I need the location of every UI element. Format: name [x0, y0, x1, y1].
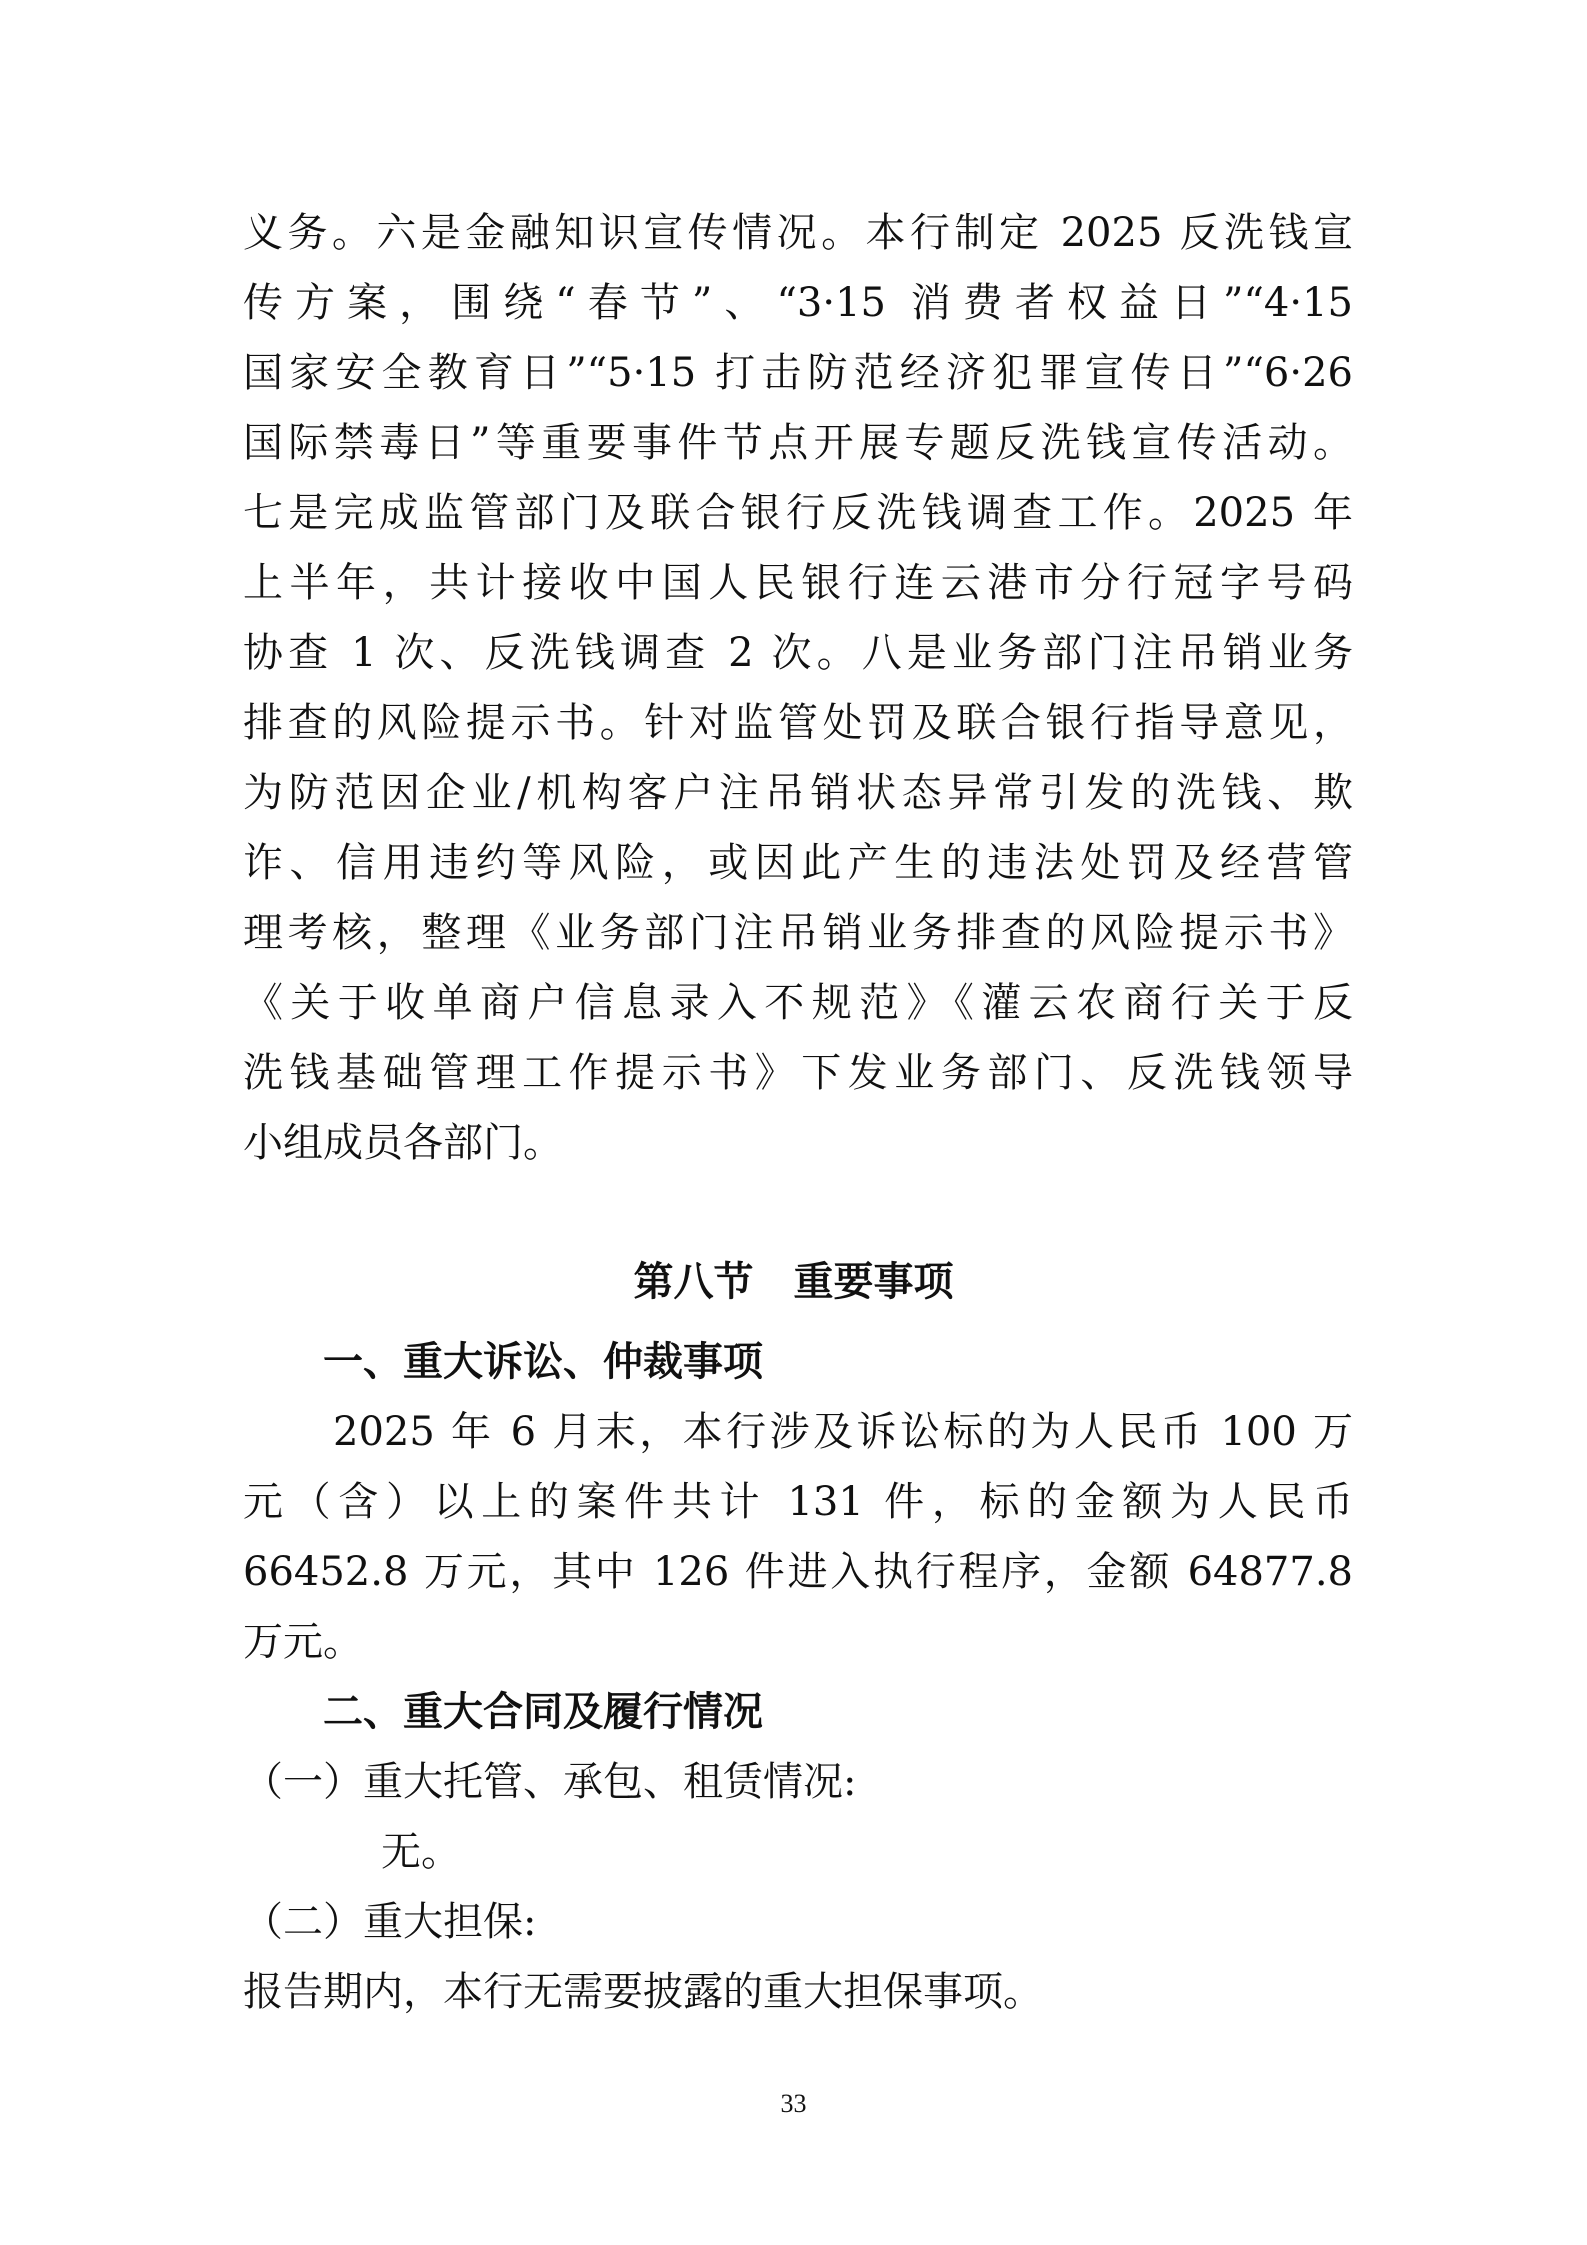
body-line: 上半年，共计接收中国人民银行连云港市分行冠字号码: [243, 560, 1353, 606]
body-line: 洗钱基础管理工作提示书》下发业务部门、反洗钱领导: [243, 1050, 1353, 1096]
body-line: 为防范因企业/机构客户注吊销状态异常引发的洗钱、欺: [243, 770, 1353, 816]
subsection-heading: 一、重大诉讼、仲裁事项: [323, 1338, 763, 1385]
body-line: 国际禁毒日”等重要事件节点开展专题反洗钱宣传活动。: [243, 420, 1353, 466]
item-value: 报告期内，本行无需要披露的重大担保事项。: [243, 1969, 1043, 2015]
body-line: 协查 1 次、反洗钱调查 2 次。八是业务部门注吊销业务: [243, 630, 1353, 676]
body-line: 万元。: [243, 1619, 363, 1665]
body-line: 66452.8 万元，其中 126 件进入执行程序，金额 64877.8: [243, 1549, 1353, 1595]
page-number: 33: [780, 2089, 807, 2118]
body-line: 义务。六是金融知识宣传情况。本行制定 2025 反洗钱宣: [243, 210, 1353, 256]
body-line: 排查的风险提示书。针对监管处罚及联合银行指导意见，: [243, 700, 1353, 746]
section-title: 第八节 重要事项: [633, 1258, 954, 1305]
item-label: （一）重大托管、承包、租赁情况:: [243, 1759, 857, 1805]
body-line: 传方案，围绕“春节”、“3·15 消费者权益日”“4·15: [243, 280, 1353, 326]
body-line: 2025 年 6 月末，本行涉及诉讼标的为人民币 100 万: [333, 1409, 1353, 1455]
body-line: 《关于收单商户信息录入不规范》《灌云农商行关于反: [243, 980, 1353, 1026]
subsection-heading: 二、重大合同及履行情况: [323, 1688, 763, 1735]
body-line: 理考核，整理《业务部门注吊销业务排查的风险提示书》: [243, 910, 1353, 956]
item-label: （二）重大担保:: [243, 1899, 537, 1945]
item-value: 无。: [381, 1829, 461, 1875]
body-line: 元（含）以上的案件共计 131 件，标的金额为人民币: [243, 1479, 1353, 1525]
body-line: 小组成员各部门。: [243, 1120, 563, 1166]
body-line: 诈、信用违约等风险，或因此产生的违法处罚及经营管: [243, 840, 1353, 886]
body-line: 国家安全教育日”“5·15 打击防范经济犯罪宣传日”“6·26: [243, 350, 1353, 396]
body-line: 七是完成监管部门及联合银行反洗钱调查工作。2025 年: [243, 490, 1353, 536]
